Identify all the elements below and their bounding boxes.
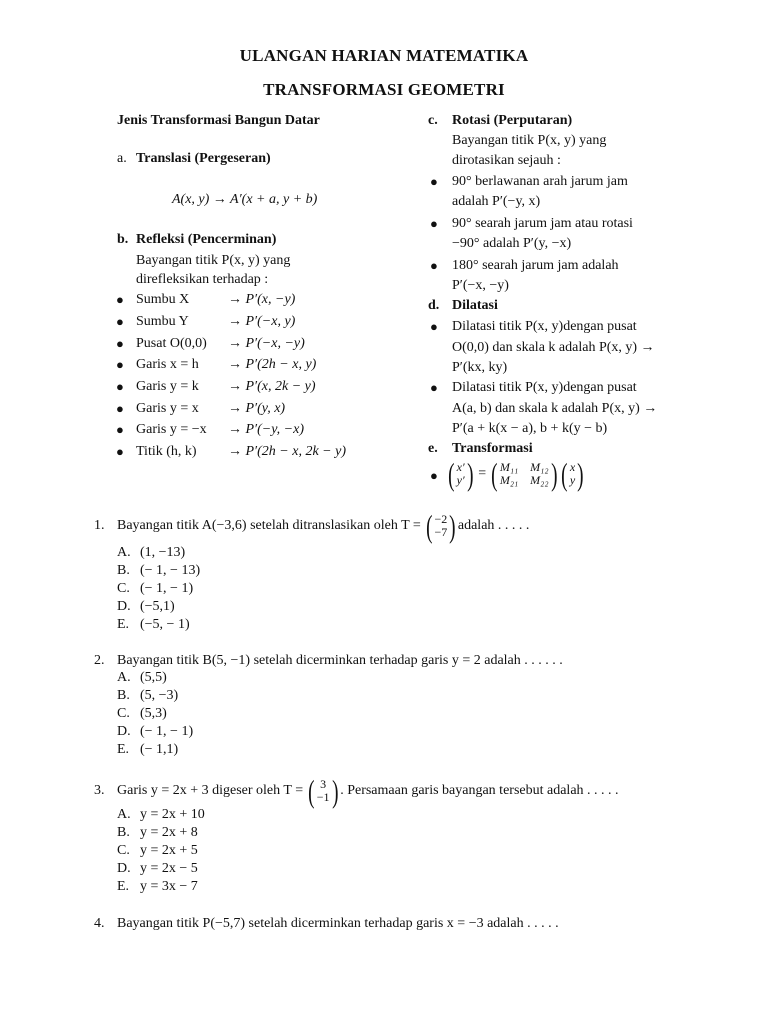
option-text[interactable]: y = 3x − 7 [140,879,198,894]
option-letter[interactable]: E. [117,742,130,757]
dilation-2-line-1: Dilatasi titik P(x, y)dengan pusat [452,380,637,395]
translation-vector: −2 −7 [434,512,448,539]
section-b-title: Refleksi (Pencerminan) [136,232,277,247]
section-a-marker: a. [117,151,127,166]
option-text[interactable]: (− 1, − 1) [140,581,194,596]
option-letter[interactable]: D. [117,724,131,739]
reflection-result: → P′(x, −y) [228,292,296,307]
dilation-1-line-1: Dilatasi titik P(x, y)dengan pusat [452,319,637,334]
source-vector: x y [569,460,576,487]
bullet-icon: ● [430,380,438,395]
question-prompt: Bayangan titik B(5, −1) setelah dicerminkan terhadap garis y = 2 adalah . . . . . . [117,653,563,668]
result-vector: x′ y′ [456,460,465,487]
option-text[interactable]: (−5, − 1) [140,617,190,632]
option-text[interactable]: (− 1,1) [140,742,179,757]
bullet-icon: ● [430,216,438,231]
option-letter[interactable]: C. [117,843,130,858]
option-text[interactable]: y = 2x + 8 [140,825,198,840]
question-prompt: Bayangan titik A(−3,6) setelah ditranslasikan oleh T = [117,518,421,533]
option-text[interactable]: y = 2x + 5 [140,843,198,858]
reflection-result: → P′(−y, −x) [228,422,304,437]
section-e-marker: e. [428,441,438,456]
bullet-icon: ● [116,401,124,416]
rotation-3-line-2: P′(−x, −y) [452,278,509,293]
question-suffix: adalah . . . . . [457,518,530,533]
question-text [117,651,563,671]
option-letter[interactable]: E. [117,879,130,894]
question-number: 3. [94,783,105,798]
dilation-1-line-3: P′(kx, ky) [452,360,508,375]
option-text[interactable]: y = 2x + 10 [140,807,205,822]
reflection-result: → P′(2h − x, 2k − y) [228,444,346,459]
reflection-axis: Garis y = x [136,401,199,416]
section-b-text-2: direfleksikan terhadap : [136,272,269,287]
bullet-icon: ● [430,174,438,189]
option-letter[interactable]: A. [117,807,131,822]
option-text[interactable]: (−5,1) [140,599,175,614]
bullet-icon: ● [116,357,124,372]
rotation-2-line-2: −90° adalah P′(y, −x) [452,236,572,251]
translation-vector: 3 −1 [316,777,330,804]
page-title: ULANGAN HARIAN MATEMATIKA [239,46,529,65]
option-letter[interactable]: D. [117,599,131,614]
option-text[interactable]: (5,5) [140,670,167,685]
reflection-axis: Garis x = h [136,357,199,372]
reflection-axis: Garis y = −x [136,422,207,437]
dilation-2-line-2: A(a, b) dan skala k adalah P(x, y) → [452,401,658,416]
section-d-marker: d. [428,298,440,313]
question-number: 1. [94,518,105,533]
section-c-title: Rotasi (Perputaran) [452,113,573,128]
page-subtitle: TRANSFORMASI GEOMETRI [263,80,505,99]
reflection-result: → P′(x, 2k − y) [228,379,316,394]
reflection-axis: Garis y = k [136,379,199,394]
option-letter[interactable]: E. [117,617,130,632]
reflection-result: → P′(−x, −y) [228,336,305,351]
section-c-marker: c. [428,113,438,128]
bullet-icon: ● [116,444,124,459]
question-prompt: Garis y = 2x + 3 digeser oleh T = [117,783,304,798]
reflection-axis: Pusat O(0,0) [136,336,207,351]
bullet-icon: ● [430,319,438,334]
section-b-marker: b. [117,232,129,247]
option-text[interactable]: y = 2x − 5 [140,861,198,876]
option-letter[interactable]: B. [117,688,130,703]
rotation-2-line-1: 90° searah jarum jam atau rotasi [452,216,633,231]
option-text[interactable]: (1, −13) [140,545,186,560]
rotation-1-line-1: 90° berlawanan arah jarum jam [452,174,628,189]
section-d-title: Dilatasi [452,298,498,313]
section-c-text-2: dirotasikan sejauh : [452,153,561,168]
question-number: 4. [94,916,105,931]
option-letter[interactable]: B. [117,563,130,578]
section-b-text-1: Bayangan titik P(x, y) yang [136,253,291,268]
bullet-icon: ● [116,422,124,437]
option-letter[interactable]: C. [117,706,130,721]
reflection-result: → P′(−x, y) [228,314,296,329]
bullet-icon: ● [430,258,438,273]
question-text [117,914,559,934]
bullet-icon: ● [116,379,124,394]
bullet-icon: ● [116,336,124,351]
option-letter[interactable]: C. [117,581,130,596]
question-text: Bayangan titik A(−3,6) setelah ditranslasikan oleh T = ( −2 −7 ) adalah . . . . . [117,508,530,544]
transformation-matrix-equation: ( x′ y′ ) = ( M₁₁ M₁₂ M₂₁ M₂₂ ) ( x y ) [448,456,584,492]
reflection-result: → P′(2h − x, y) [228,357,317,372]
option-text[interactable]: (5,3) [140,706,167,721]
left-heading: Jenis Transformasi Bangun Datar [117,113,320,128]
rotation-1-line-2: adalah P′(−y, x) [452,194,541,209]
bullet-icon: ● [430,468,438,483]
question-number: 2. [94,653,105,668]
option-letter[interactable]: A. [117,670,131,685]
dilation-1-line-2: O(0,0) dan skala k adalah P(x, y) → [452,340,655,355]
reflection-axis: Sumbu X [136,292,190,307]
question-suffix: . Persamaan garis bayangan tersebut adalah . . . . . [340,783,619,798]
bullet-icon: ● [116,292,124,307]
reflection-result: → P′(y, x) [228,401,286,416]
option-letter[interactable]: A. [117,545,131,560]
reflection-axis: Titik (h, k) [136,444,197,459]
bullet-icon: ● [116,314,124,329]
option-letter[interactable]: D. [117,861,131,876]
option-text[interactable]: (5, −3) [140,688,179,703]
section-e-title: Transformasi [452,441,533,456]
question-text: Garis y = 2x + 3 digeser oleh T = ( 3 −1 ) . Persamaan garis bayangan tersebut adalah . . . . . [117,773,619,809]
dilation-2-line-3: P′(a + k(x − a), b + k(y − b) [452,421,608,436]
section-c-text-1: Bayangan titik P(x, y) yang [452,133,607,148]
option-letter[interactable]: B. [117,825,130,840]
option-text[interactable]: (− 1, − 13) [140,563,201,578]
translation-formula: A(x, y) → A′(x + a, y + b) [172,192,318,207]
option-text[interactable]: (− 1, − 1) [140,724,194,739]
rotation-3-line-1: 180° searah jarum jam adalah [452,258,619,273]
reflection-axis: Sumbu Y [136,314,189,329]
transformation-matrix: M₁₁ M₁₂ M₂₁ M₂₂ [499,460,549,487]
section-a-title: Translasi (Pergeseran) [136,151,271,166]
question-prompt: Bayangan titik P(−5,7) setelah dicerminkan terhadap garis x = −3 adalah . . . . . [117,916,559,931]
